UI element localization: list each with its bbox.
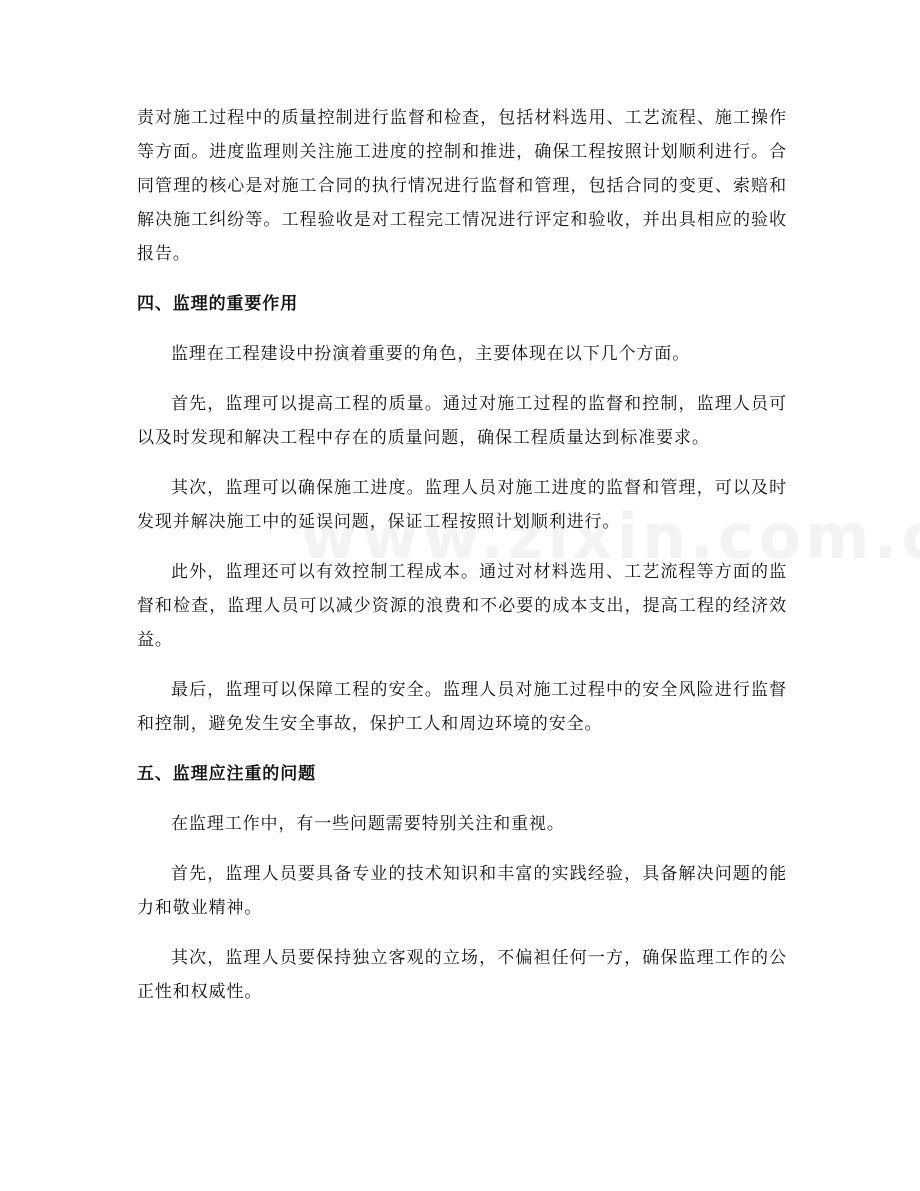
paragraph: 首先，监理人员要具备专业的技术知识和丰富的实践经验，具备解决问题的能力和敬业精神。 [137, 864, 787, 918]
paragraph: 其次，监理可以确保施工进度。监理人员对施工进度的监督和管理，可以及时发现并解决施工中的延误问题，保证工程按照计划顺利进行。 [137, 478, 787, 532]
paragraph: 监理在工程建设中扮演着重要的角色，主要体现在以下几个方面。 [171, 344, 691, 364]
section-heading-5: 五、监理应注重的问题 [137, 764, 316, 784]
paragraph: 此外，监理还可以有效控制工程成本。通过对材料选用、工艺流程等方面的监督和检查，监理人员可以减少资源的浪费和不必要的成本支出，提高工程的经济效益。 [137, 562, 787, 650]
paragraph-continuation: 责对施工过程中的质量控制进行监督和检查，包括材料选用、工艺流程、施工操作等方面。进度监理则关注施工进度的控制和推进，确保工程按照计划顺利进行。合同管理的核心是对施工合同的执行情况进行监督和管理，包括合同的变更、索赔和解决施工纠纷等。工程验收是对工程完工情况进行评定和验收，并出具相应的验收报告。 [137, 108, 787, 264]
paragraph: 首先，监理可以提高工程的质量。通过对施工过程的监督和控制，监理人员可以及时发现和解决工程中存在的质量问题，确保工程质量达到标准要求。 [137, 394, 787, 448]
paragraph: 最后，监理可以保障工程的安全。监理人员对施工过程中的安全风险进行监督和控制，避免发生安全事故，保护工人和周边环境的安全。 [137, 680, 787, 734]
document-body [137, 101, 787, 1009]
paragraph: 在监理工作中，有一些问题需要特别关注和重视。 [171, 814, 565, 834]
section-heading-4: 四、监理的重要作用 [137, 294, 299, 314]
paragraph: 其次，监理人员要保持独立客观的立场，不偏袒任何一方，确保监理工作的公正性和权威性。 [137, 948, 787, 1002]
